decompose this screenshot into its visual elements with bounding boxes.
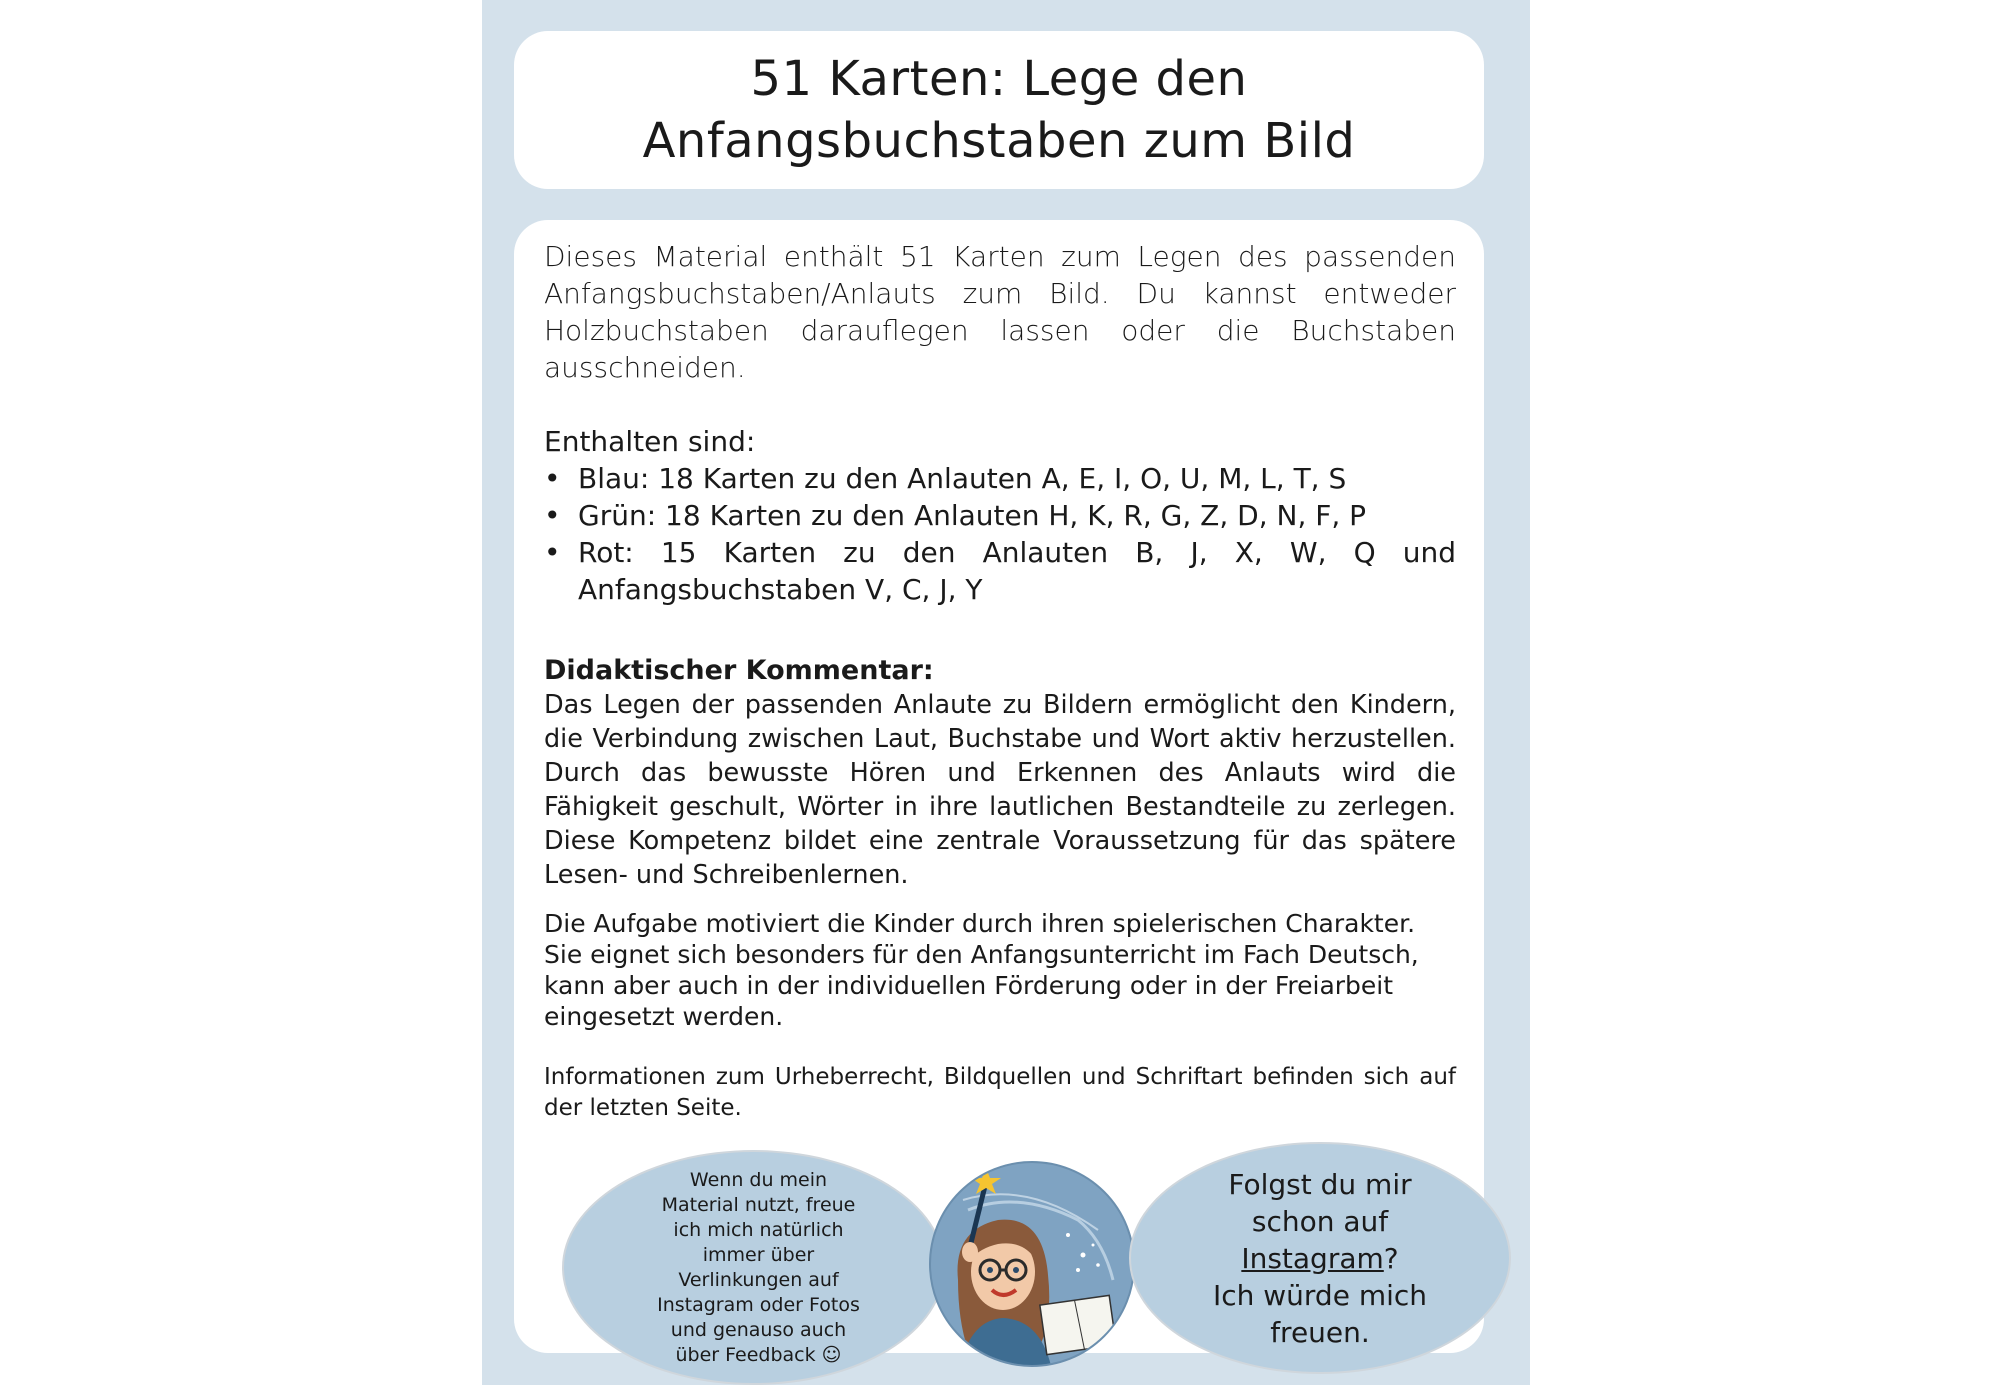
intro-paragraph: Dieses Material enthält 51 Karten zum Legen des passenden Anfangsbuchstaben/Anlauts zum Bild. Du kannst entweder Holzbuchstaben darauflegen lassen oder die Buchstaben ausschneiden. [544,240,1456,384]
motivation-line: eingesetzt werden. [544,1002,784,1031]
title-line-2: Anfangsbuchstaben zum Bild [642,113,1356,169]
teacher-avatar-icon [928,1160,1136,1368]
content-card [514,220,1484,1366]
feedback-text: Wenn du mein Material nutzt, freue ich mich natürlich immer über Verlinkungen auf Instagram oder Fotos und genauso auch über Feedback ☺ [657,1168,860,1366]
instagram-post: Ich würde mich freuen. [1212,1278,1428,1349]
didactic-heading: Didaktischer Kommentar: [544,655,934,686]
motivation-line: Die Aufgabe motiviert die Kinder durch ihren spielerischen Charakter. [544,909,1416,938]
content-body [544,238,1456,1124]
contents-heading: Enthalten sind: [544,425,756,458]
instagram-text [1200,1166,1440,1351]
instagram-bubble [1129,1142,1511,1374]
bullet-glyph: • [544,462,561,495]
motivation-paragraph [544,908,1456,1032]
list-item-text: Rot: 15 Karten zu den Anlauten B, J, X, W, Q und Anfangsbuchstaben V, C, J, Y [578,536,1456,606]
didactic-paragraph: Das Legen der passenden Anlaute zu Bildern ermöglicht den Kindern, die Verbindung zwischen Laut, Buchstabe und Wort aktiv herzustellen. Durch das bewusste Hören und Erkennen des Anlauts wird die Fähigkeit geschult, Wörter in ihre lautlichen Bestandteile zu zerlegen. Diese Kompetenz bildet eine zentrale Voraussetzung für das spätere Lesen- und Schreibenlernen. [544,690,1456,890]
title-card [514,31,1484,189]
instagram-question: ? [1383,1241,1399,1275]
title-line-1: 51 Karten: Lege den [750,51,1248,107]
motivation-line: kann aber auch in der individuellen Förderung oder in der Freiarbeit [544,971,1394,1000]
list-item-text: Grün: 18 Karten zu den Anlauten H, K, R, G, Z, D, N, F, P [578,499,1367,532]
bullet-glyph: • [544,536,561,569]
list-item [544,460,1456,497]
instagram-pre: Folgst du mir schon auf [1228,1167,1412,1238]
bullet-glyph: • [544,499,561,532]
motivation-line: Sie eignet sich besonders für den Anfangsunterricht im Fach Deutsch, [544,940,1419,969]
list-item [544,534,1456,608]
contents-list [544,460,1456,608]
copyright-info: Informationen zum Urheberrecht, Bildquellen und Schriftart befinden sich auf der letzten Seite. [544,1064,1456,1121]
feedback-bubble [562,1150,945,1385]
list-item [544,497,1456,534]
page-title [643,48,1356,172]
instagram-link[interactable]: Instagram [1241,1241,1384,1275]
list-item-text: Blau: 18 Karten zu den Anlauten A, E, I, O, U, M, L, T, S [578,462,1347,495]
worksheet-page [482,0,1530,1385]
